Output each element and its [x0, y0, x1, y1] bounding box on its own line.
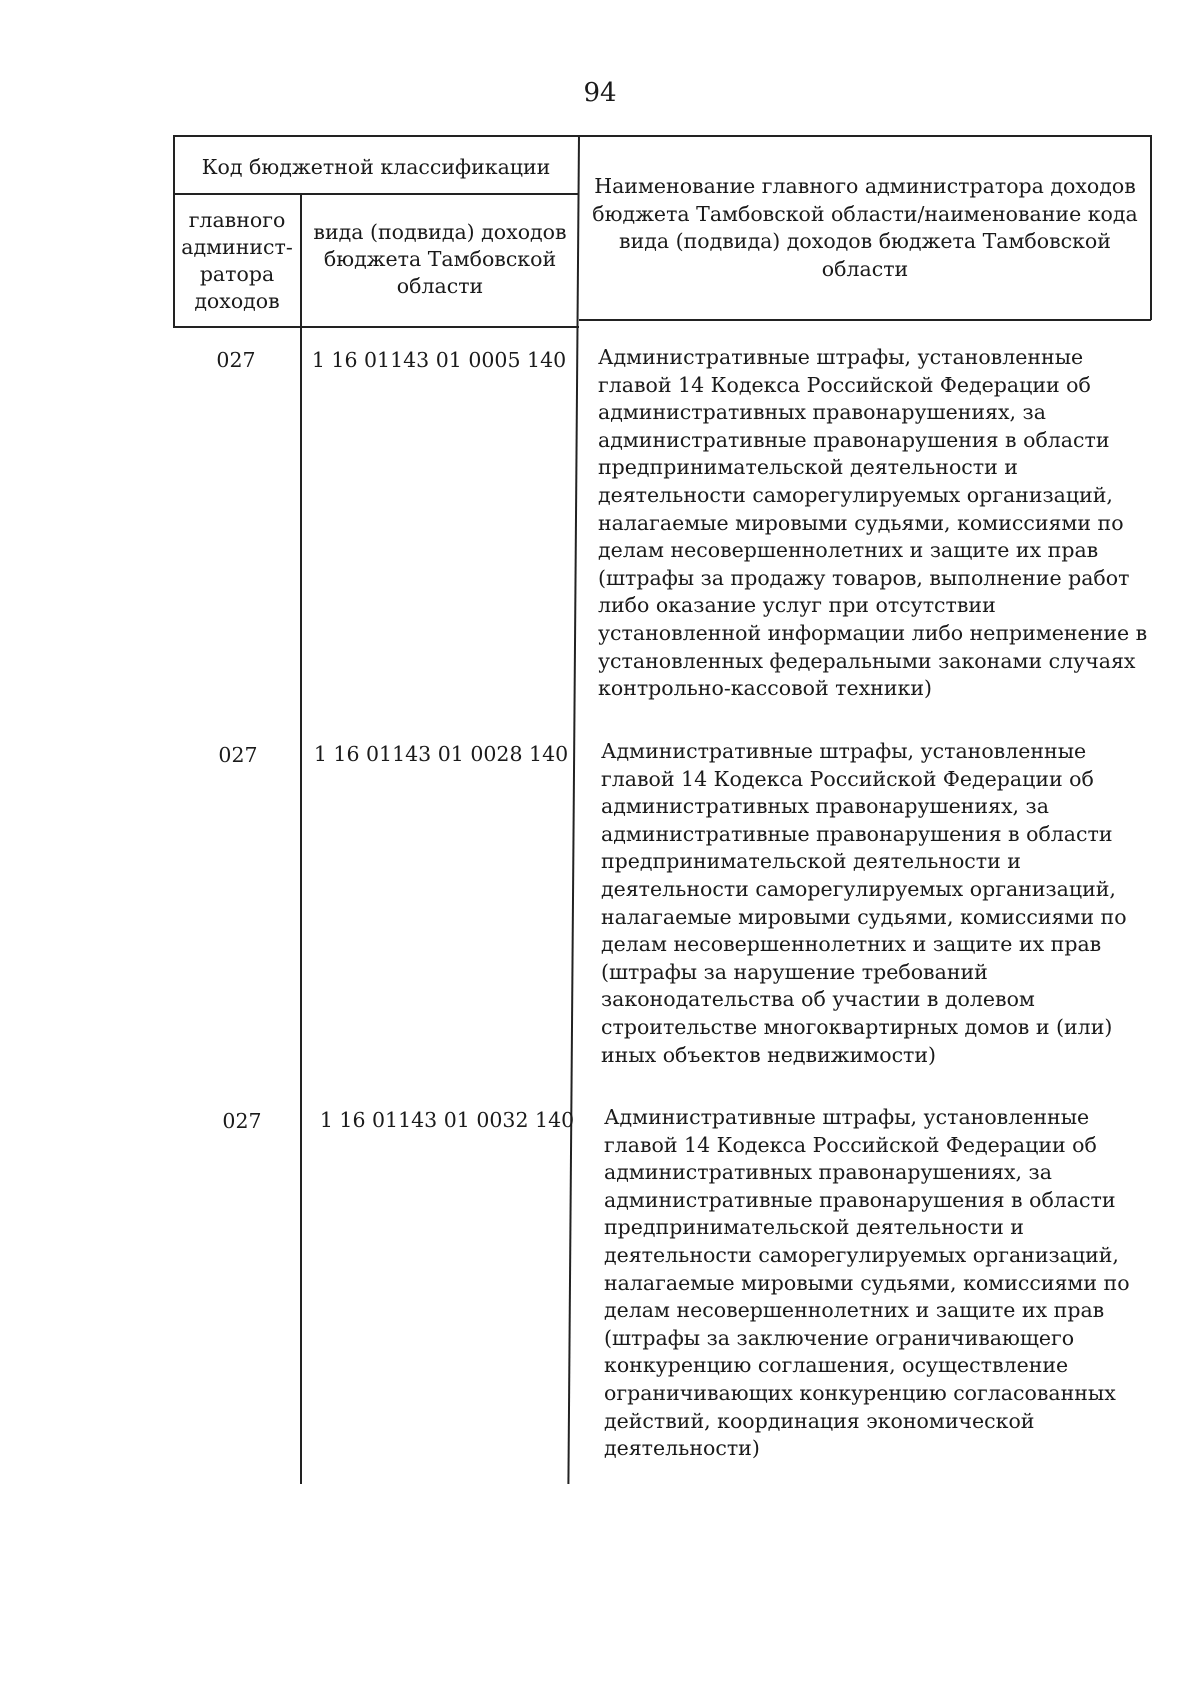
kbk-code: 1 16 01143 01 0028 140 — [313, 742, 569, 766]
admin-code: 027 — [222, 1109, 262, 1133]
admin-code: 027 — [216, 348, 256, 372]
header-col-name: Наименование главного администратора доходов бюджета Тамбовской области/наименование кода вида (подвида) доходов бюджета Тамбовской области — [592, 174, 1138, 281]
header-bottom-border-right — [579, 319, 1151, 321]
header-col-kbk: вида (подвида) доходов бюджета Тамбовской области — [313, 220, 567, 298]
kbk-code: 1 16 01143 01 0005 140 — [311, 348, 567, 372]
admin-code: 027 — [218, 743, 258, 767]
page-number: 94 — [583, 78, 617, 108]
header-bottom-border-left — [173, 326, 579, 328]
header-group-divider — [173, 193, 579, 195]
income-description: Административные штрафы, установленные главой 14 Кодекса Российской Федерации об административных правонарушениях, за административные правонарушения в области предпринимательской деятельности и деятельности саморегулируемых организаций, налагаемые мировыми судьями, комиссиями по делам несовершеннолетних и защите их прав (штрафы за заключение ограничивающего конкуренцию соглашения, осуществление ограничивающих конкуренцию согласованных действий, координация экономической деятельности) — [604, 1105, 1130, 1461]
header-top-border — [173, 135, 1151, 137]
header-col-admin: главного админист- ратора доходов — [181, 208, 293, 313]
column-divider-2 — [567, 135, 579, 1484]
header-right-border — [1150, 135, 1152, 320]
income-description: Административные штрафы, установленные главой 14 Кодекса Российской Федерации об административных правонарушениях, за административные правонарушения в области предпринимательской деятельности и деятельности саморегулируемых организаций, налагаемые мировыми судьями, комиссиями по делам несовершеннолетних и защите их прав (штрафы за нарушение требований законодательства об участии в долевом строительстве многоквартирных домов и (или) иных объектов недвижимости) — [601, 739, 1127, 1067]
income-description: Административные штрафы, установленные главой 14 Кодекса Российской Федерации об административных правонарушениях, за административные правонарушения в области предпринимательской деятельности и деятельности саморегулируемых организаций, налагаемые мировыми судьями, комиссиями по делам несовершеннолетних и защите их прав (штрафы за продажу товаров, выполнение работ либо оказание услуг при отсутствии установленной информации либо неприменение в установленных федеральными законами случаях контрольно-кассовой техники) — [598, 345, 1148, 701]
kbk-code: 1 16 01143 01 0032 140 — [319, 1108, 575, 1132]
column-divider-1 — [300, 194, 302, 1484]
header-group-title: Код бюджетной классификации — [201, 155, 551, 179]
